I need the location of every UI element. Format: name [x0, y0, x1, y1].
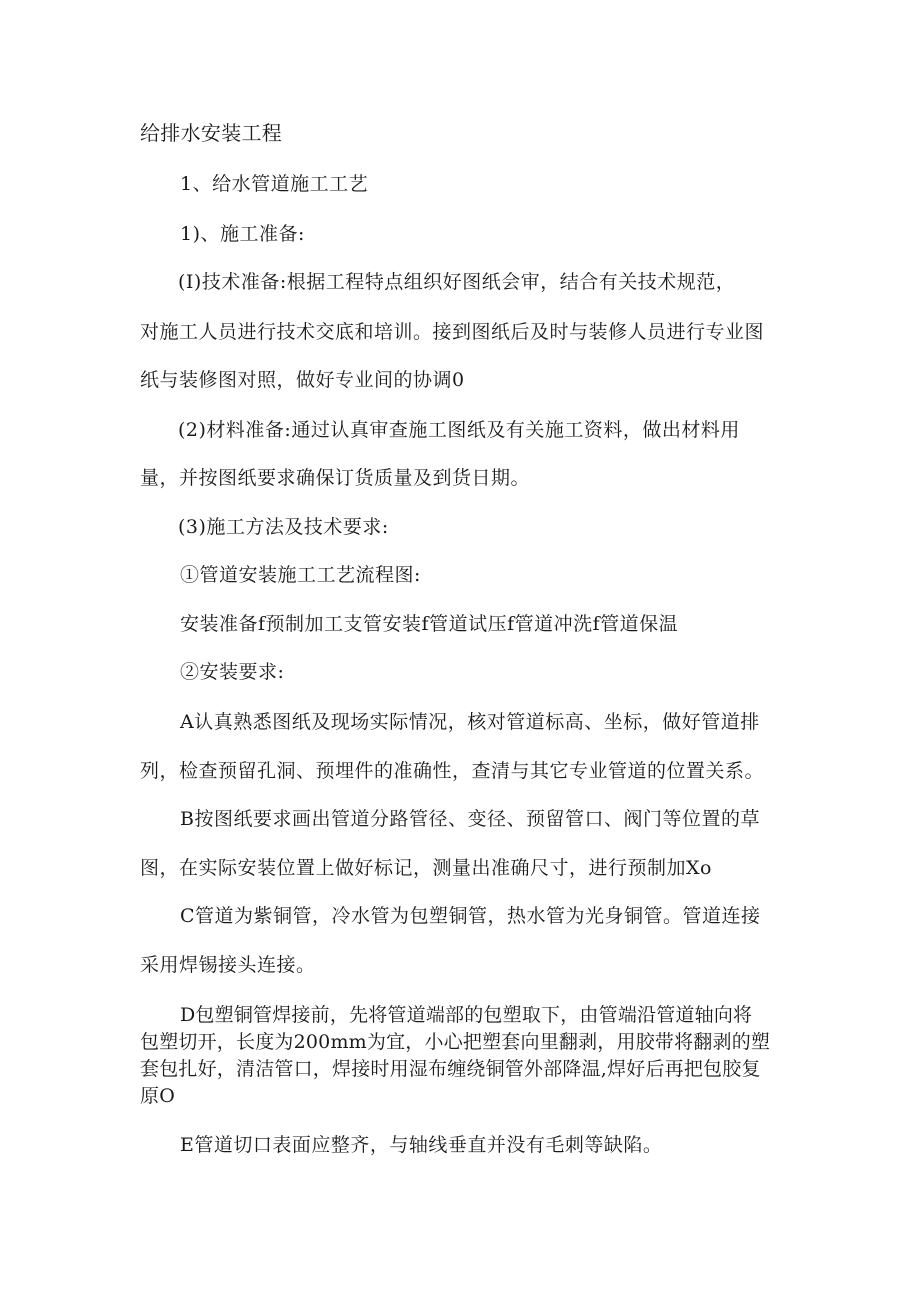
- tech-prep-line-2: 对施工人员进行技术交底和培训。接到图纸后及时与装修人员进行专业图: [140, 321, 765, 343]
- item-b-line-1: B按图纸要求画出管道分路管径、变径、预留管口、阀门等位置的草: [180, 808, 760, 830]
- tech-prep-line-3: 纸与装修图对照，做好专业间的协调0: [140, 369, 465, 391]
- item-e-line: E管道切口表面应整齐，与轴线垂直并没有毛刺等缺陷。: [180, 1134, 663, 1156]
- flow-text: 安装准备f预制加工支管安装f管道试压f管道冲洗f管道保温: [180, 613, 679, 635]
- flow-heading: ①管道安装施工工艺流程图:: [180, 564, 421, 586]
- tech-prep-line-1: (I)技术准备:根据工程特点组织好图纸会审，结合有关技术规范，: [178, 271, 736, 293]
- item-d-line-1: D包塑铜管焊接前，先将管道端部的包塑取下，由管端沿管道轴向将: [180, 1004, 753, 1026]
- item-b-line-2: 图，在实际安装位置上做好标记，测量出准确尺寸，进行预制加Xo: [140, 857, 712, 879]
- methods-heading: (3)施工方法及技术要求:: [178, 516, 389, 538]
- item-a-line-2: 列，检查预留孔洞、预埋件的准确性，查清与其它专业管道的位置关系。: [140, 760, 765, 782]
- document-title: 给排水安装工程: [140, 121, 283, 145]
- item-d-line-4: 原O: [140, 1085, 175, 1107]
- item-c-line-1: C管道为紫铜管，冷水管为包塑铜管，热水管为光身铜管。管道连接: [180, 905, 761, 927]
- item-d-line-3: 套包扎好，清洁管口，焊接时用湿布缠绕铜管外部降温,焊好后再把包胶复: [140, 1058, 761, 1080]
- material-prep-line-1: (2)材料准备:通过认真审查施工图纸及有关施工资料，做出材料用: [178, 419, 740, 441]
- item-c-line-2: 采用焊锡接头连接。: [140, 954, 316, 976]
- section-heading: 1、给水管道施工工艺: [180, 173, 369, 195]
- item-a-line-1: A认真熟悉图纸及现场实际情况，核对管道标高、坐标，做好管道排: [180, 711, 760, 733]
- subsection-heading: 1)、施工准备:: [180, 223, 305, 245]
- install-heading: ②安装要求:: [180, 661, 285, 683]
- material-prep-line-2: 量，并按图纸要求确保订货质量及到货日期。: [140, 467, 531, 489]
- item-d-line-2: 包塑切开，长度为200mm为宜，小心把塑套向里翻剥，用胶带将翻剥的塑: [140, 1031, 771, 1053]
